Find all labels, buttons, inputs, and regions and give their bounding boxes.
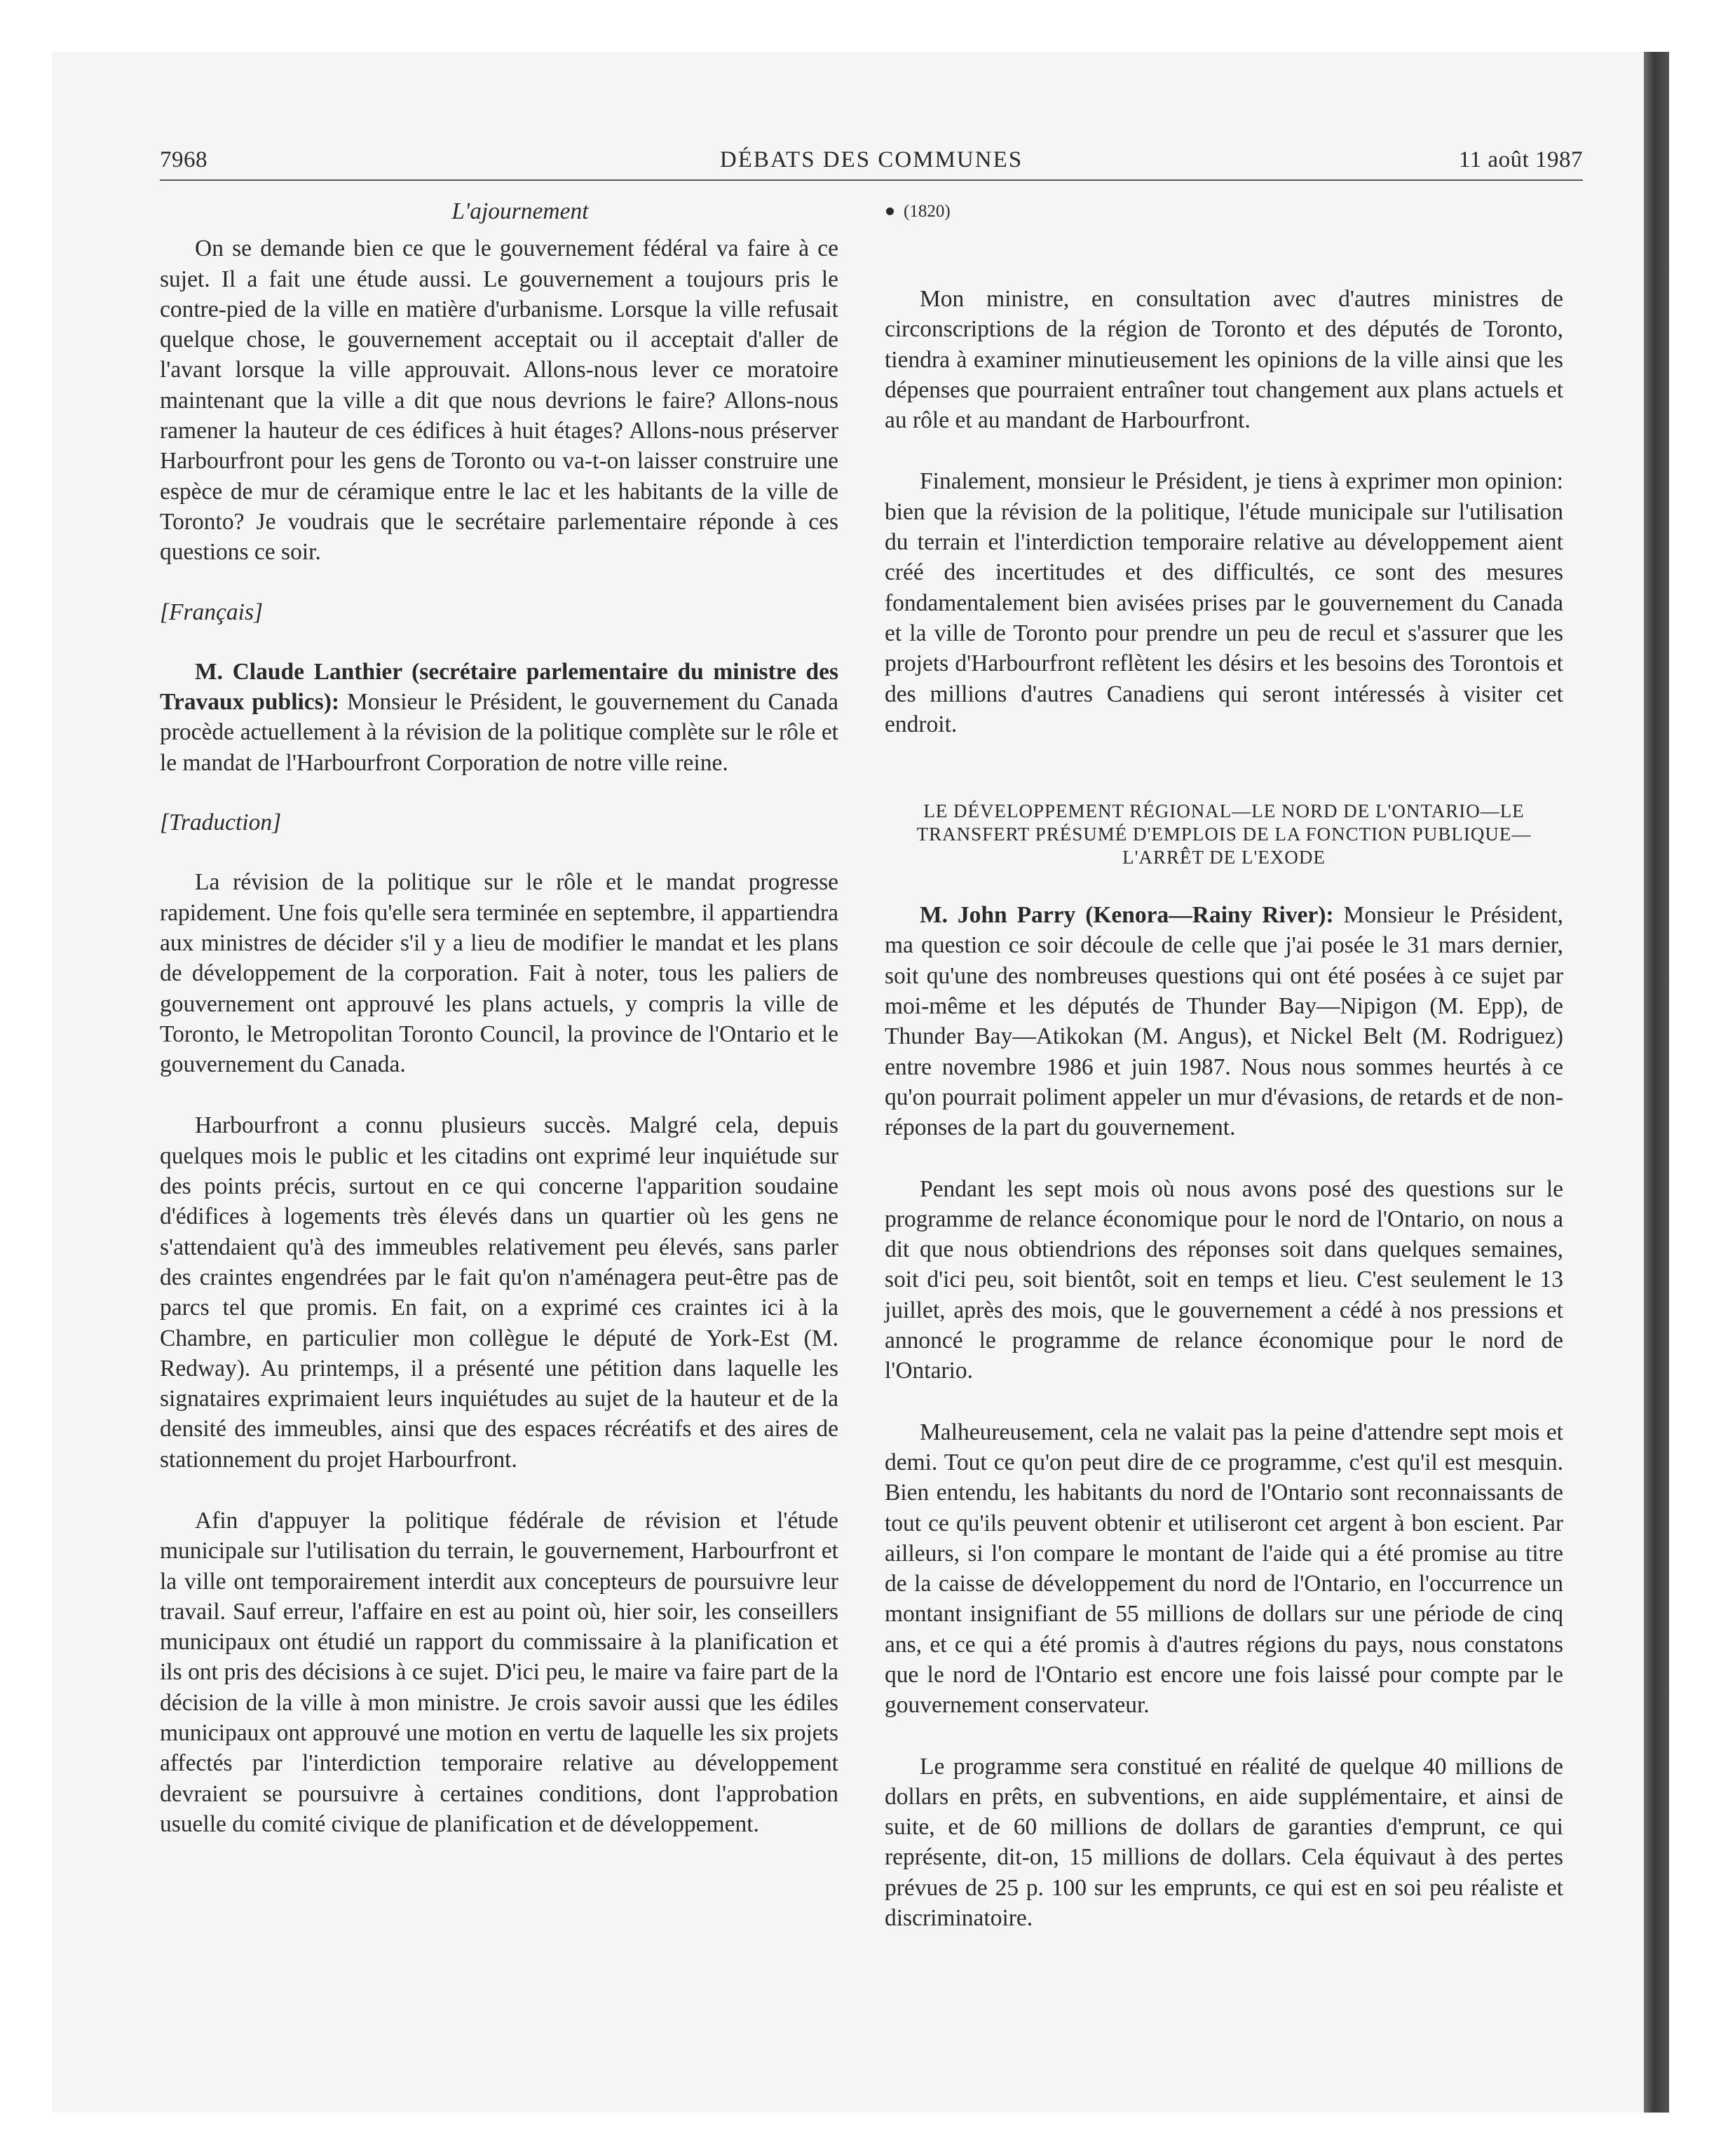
bullet-icon (886, 207, 894, 215)
paragraph: Harbourfront a connu plusieurs succès. Malgré cela, depuis quelques mois le public et les citadins ont exprimé leur inquiétude sur des points précis, surtout en ce qui concerne l'apparition soudaine d'édifices à logements très élevés dans un quartier où les gens ne s'attendaient qu'à des immeubles relativement peu élevés, sans parler des craintes engendrées par le fait qu'on n'aménagera peut-être pas de parcs tel que promis. En fait, on a exprimé ces craintes ici à la Chambre, en particulier mon collègue le député de York-Est (M. Redway). Au printemps, il a présenté une pétition dans laquelle les signataires exprimaient leurs inquiétudes au sujet de la hauteur et de la densité des immeubles, ainsi que des espaces récréatifs et des aires de stationnement du projet Harbourfront. (160, 1112, 838, 1473)
speech-text: Monsieur le Président, le gouvernement du Canada procède actuellement à la révision de la politique complète sur le rôle et le mandat de l'Harbourfront Corporation de notre ville reine. (160, 689, 839, 776)
language-marker: [Français] (160, 599, 264, 625)
speaker-paragraph (160, 657, 838, 778)
publication-date: 11 août 1987 (1458, 147, 1583, 172)
paragraph: La révision de la politique sur le rôle et le mandat progresse rapidement. Une fois qu'elle sera terminée en septembre, il appartiendra aux ministres de décider s'il y a lieu de modifier le mandat et les plans de développement de la corporation. Fait à noter, tous les paliers de gouvernement ont approuvé les plans actuels, y compris la ville de Toronto, le Metropolitan Toronto Council, la province de l'Ontario et le gouvernement du Canada. (160, 869, 838, 1078)
publication-title: DÉBATS DES COMMUNES (719, 147, 1023, 172)
speaker-name: M. John Parry (Kenora—Rainy River): (920, 902, 1334, 929)
header-rule (160, 179, 1583, 181)
paragraph: Finalement, monsieur le Président, je tiens à exprimer mon opinion: bien que la révision de la politique, l'étude municipale sur l'utilisation du terrain et l'interdiction temporaire relative au développement aient créé des incertitudes et des difficultés, ce sont des mesures fondamentalement bien avisées prises par le gouvernement du Canada et la ville de Toronto pour prendre un peu de recul et s'assurer que les projets d'Harbourfront reflètent les désirs et les besoins des Torontois et des millions d'autres Canadiens qui seront intéressés à visiter cet endroit. (885, 468, 1563, 737)
scan-edge (1644, 52, 1669, 2113)
paragraph: Le programme sera constitué en réalité de quelque 40 millions de dollars en prêts, en subventions, en aide supplémentaire, et ainsi de suite, et de 60 millions de dollars de garanties d'emprunt, ce qui représente, dit-on, 15 millions de dollars. Cela équivaut à des pertes prévues de 25 p. 100 sur les emprunts, ce qui est en soi peu réaliste et discriminatoire. (885, 1753, 1563, 1932)
language-marker: [Traduction] (160, 810, 282, 836)
section-title: L'ajournement (451, 198, 589, 224)
speaker-paragraph (885, 900, 1563, 1142)
timestamp (885, 196, 1563, 226)
paragraph: Mon ministre, en consultation avec d'autres ministres de circonscriptions de la région de Toronto et des députés de Toronto, tiendra à examiner minutieusement les opinions de la ville ainsi que les dépenses que pourraient entraîner tout changement aux plans actuels et au rôle et au mandant de Harbourfront. (885, 286, 1563, 434)
page-number: 7968 (160, 147, 207, 172)
debate-heading: LE DÉVELOPPEMENT RÉGIONAL—LE NORD DE L'ONTARIO—LE TRANSFERT PRÉSUMÉ D'EMPLOIS DE LA FONCTION PUBLIQUE—L'ARRÊT DE L'EXODE (916, 800, 1532, 868)
paragraph: Malheureusement, cela ne valait pas la peine d'attendre sept mois et demi. Tout ce qu'on peut dire de ce programme, c'est qu'il est mesquin. Bien entendu, les habitants du nord de l'Ontario sont reconnaissants de tout ce qu'ils peuvent obtenir et utiliseront cet argent à bon escient. Par ailleurs, si l'on compare le montant de l'aide qui a été promise au titre de la caisse de développement du nord de l'Ontario, en l'occurrence un montant insignifiant de 55 millions de dollars sur une période de cinq ans, et ce qui a été promis à d'autres régions du pays, nous constatons que le nord de l'Ontario est encore une fois laissé pour compte par le gouvernement conservateur. (885, 1419, 1563, 1719)
page-header (160, 147, 1583, 181)
paragraph: Pendant les sept mois où nous avons posé des questions sur le programme de relance économique pour le nord de l'Ontario, on nous a dit que nous obtiendrions des réponses soit dans quelques semaines, soit d'ici peu, soit bientôt, soit en temps et lieu. C'est seulement le 13 juillet, après des mois, que le gouvernement a cédé à nos pressions et annoncé le programme de relance économique pour le nord de l'Ontario. (885, 1175, 1563, 1384)
right-column (885, 196, 1563, 1933)
speaker-name: M. Claude Lanthier (secrétaire parlementaire du ministre des Travaux publics): (160, 658, 838, 716)
speech-text: Monsieur le Président, ma question ce soir découle de celle que j'ai posée le 31 mars dernier, soit qu'une des nombreuses questions qui ont été posées à ce sujet par moi-même et les députés de Thunder Bay—Nipigon (M. Epp), de Thunder Bay—Atikokan (M. Angus), et Nickel Belt (M. Rodriguez) entre novembre 1986 et juin 1987. Nous nous sommes heurtés à ce qu'on pourrait poliment appeler un mur d'évasions, de retards et de non-réponses de la part du gouvernement. (885, 902, 1564, 1141)
paragraph: On se demande bien ce que le gouvernement fédéral va faire à ce sujet. Il a fait une étude aussi. Le gouvernement a toujours pris le contre-pied de la ville en matière d'urbanisme. Lorsque la ville refusait quelque chose, le gouvernement acceptait ou il acceptait d'aller de l'avant lorsque la ville approuvait. Allons-nous lever ce moratoire maintenant que la ville a dit que nous devrions le faire? Allons-nous ramener la hauteur de ces édifices à huit étages? Allons-nous préserver Harbourfront pour les gens de Toronto ou va-t-on laisser construire une espèce de mur de céramique entre le lac et les habitants de la ville de Toronto? Je voudrais que le secrétaire parlementaire réponde à ces questions ce soir. (160, 236, 838, 566)
timestamp-text: (1820) (904, 202, 951, 221)
left-column (160, 196, 838, 1839)
paragraph: Afin d'appuyer la politique fédérale de révision et l'étude municipale sur l'utilisation du terrain, le gouvernement, Harbourfront et la ville ont temporairement interdit aux concepteurs de poursuivre leur travail. Sauf erreur, l'affaire en est au point où, hier soir, les conseillers municipaux ont étudié un rapport du commissaire à la planification et ils ont pris des décisions à ce sujet. D'ici peu, le maire va faire part de la décision de la ville à mon ministre. Je crois savoir aussi que les édiles municipaux ont approuvé une motion en vertu de laquelle les six projets affectés par l'interdiction temporaire relative au développement devraient se poursuivre à certaines conditions, dont l'approbation usuelle du comité civique de planification et de développement. (160, 1507, 838, 1837)
